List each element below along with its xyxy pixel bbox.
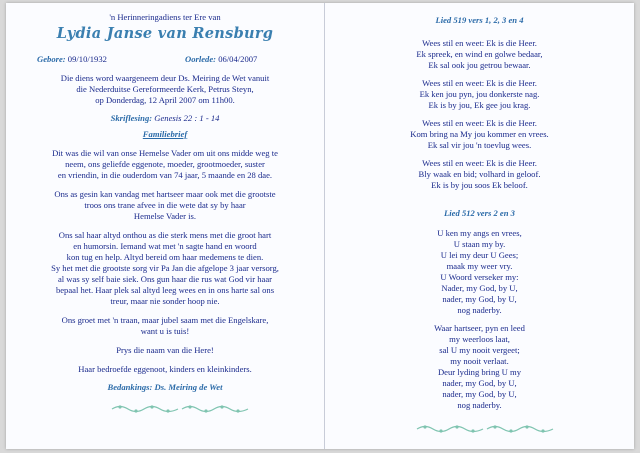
scripture-ref: Genesis 22 : 1 - 14 [154,113,220,123]
left-page [6,3,324,449]
letter-line: Hemelse Vader is. [133,211,197,221]
song-line: Ek ken jou pyn, jou donkerste nag. [419,89,540,99]
praise-line: Prys die naam van die Here! [116,345,214,355]
letter-line: en vriendin, in die ouderdom van 74 jaar, 5 maande en 28 dae. [57,170,273,180]
birth-date: 09/10/1932 [67,54,107,64]
right-page [325,3,634,449]
intro-line: 'n Herinneringadiens ter Ere van [109,12,221,22]
song-line: Kom bring na My jou kommer en vrees. [410,129,549,139]
death-label: Oorlede: [185,54,217,64]
letter-line: al was sy self baie siek. Ons gun haar die rus wat God vir haar [57,274,273,284]
letter-line: Ons groet met 'n traan, maar jubel saam met die Engelskare, [61,315,269,325]
letter-line: Ons as gesin kan vandag met hartseer maar ook met die grootste [54,189,276,199]
vine-ornament-icon [110,403,180,413]
mourners-line: Haar bedroefde eggenoot, kinders en kleinkinders. [78,364,252,374]
song-line: my nooit verlaat. [450,356,509,366]
song-line: Ek is by jou, Ek gee jou krag. [428,100,531,110]
song-line: nader, my God, by U, [442,294,517,304]
song-line: Deur lyding bring U my [437,367,522,377]
vine-ornament-icon [485,423,555,433]
letter-heading: Familiebrief [142,129,188,139]
letter-line: kon tug en help. Altyd bereid om haar medemens te dien. [66,252,264,262]
song-line: my weerloos laat, [449,334,510,344]
vine-ornament-icon [415,423,485,433]
song-line: Ek sal vir jou 'n toevlug wees. [427,140,532,150]
song-line: U Woord verseker my: [440,272,519,282]
song-line: Bly waak en bid; volhard in geloof. [418,169,541,179]
song-line: U ken my angs en vrees, [437,228,522,238]
letter-line: want u is tuis! [140,326,190,336]
song-line: Ek sal ook jou getrou bewaar. [428,60,531,70]
song-line: U lei my deur U Gees; [440,250,519,260]
song-line: nader, my God, by U, [442,378,517,388]
song-line: Wees stil en weet: Ek is die Heer. [422,38,537,48]
song-line: Wees stil en weet: Ek is die Heer. [422,118,537,128]
song-line: Wees stil en weet: Ek is die Heer. [422,158,537,168]
song2-title: Lied 512 vers 2 en 3 [444,208,515,218]
service-line: op Donderdag, 12 April 2007 om 11h00. [95,95,235,105]
song-line: U staan my by. [453,239,506,249]
death-date: 06/04/2007 [218,54,258,64]
letter-line: neem, ons geliefde eggenote, moeder, grootmoeder, suster [65,159,265,169]
deceased-name: Lydia Janse van Rensburg [56,25,274,42]
thanks-label: Bedankings: [107,382,153,392]
program-sheet [6,3,634,449]
thanks-value: Ds. Meiring de Wet [154,382,223,392]
song-line: Wees stil en weet: Ek is die Heer. [422,78,537,88]
letter-line: en humorsin. Iemand wat met 'n sagte hand en woord [73,241,257,251]
song-line: nog naderby. [457,400,502,410]
service-line: die Nederduitse Gereformeerde Kerk, Petrus Steyn, [76,84,254,94]
letter-line: troos ons trane afvee in die wete dat sy by haar [84,200,246,210]
dates-line [6,54,324,65]
thanks-line [6,382,324,393]
song-line: Nader, my God, by U, [441,283,518,293]
birth-label: Gebore: [37,54,66,64]
song-line: Ek is by jou soos Ek beloof. [431,180,528,190]
scripture-label: Skriflesing: [110,113,153,123]
song-line: maak my weer vry. [446,261,513,271]
letter-line: bepaal het. Haar plek sal altyd leeg wees en in ons harte sal ons [55,285,275,295]
service-line: Die diens word waargeneem deur Ds. Meiring de Wet vanuit [60,73,270,83]
vine-ornament-icon [180,403,250,413]
song-line: nog naderby. [457,305,502,315]
letter-line: Dit was die wil van onse Hemelse Vader om uit ons midde weg te [52,148,278,158]
scripture-line [6,113,324,124]
letter-line: Ons sal haar altyd onthou as die sterk mens met die groot hart [58,230,272,240]
song-line: sal U my nooit vergeet; [439,345,520,355]
song-line: nader, my God, by U, [442,389,517,399]
song-line: Waar hartseer, pyn en leed [434,323,525,333]
letter-line: Sy het met die grootste sorg vir Pa Jan die afgelope 3 jaar versorg, [51,263,279,273]
song-line: Ek spreek, en wind en golwe bedaar, [416,49,543,59]
letter-line: treur, maar nie sonder hoop nie. [110,296,220,306]
song1-title: Lied 519 vers 1, 2, 3 en 4 [435,15,524,25]
